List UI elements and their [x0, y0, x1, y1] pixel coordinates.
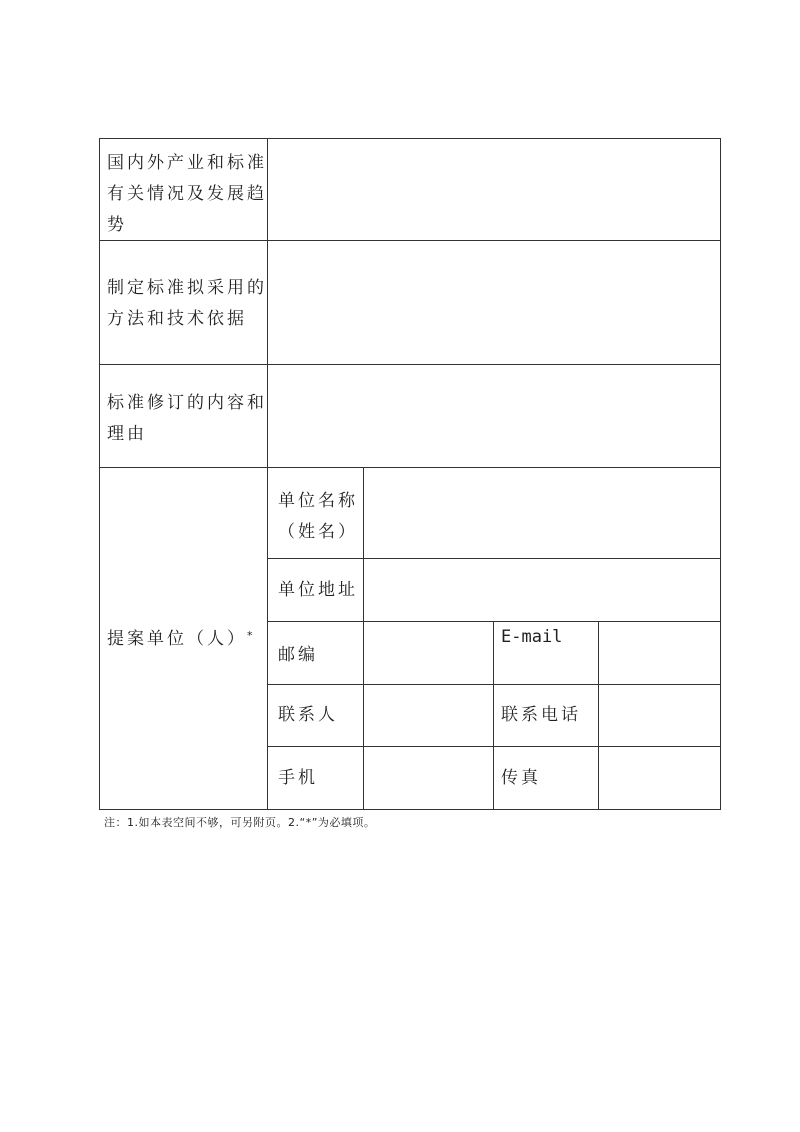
revision-content-label: 标准修订的内容和 理由	[107, 393, 267, 444]
fax-value-cell[interactable]	[599, 747, 720, 809]
email-label: E-mail	[501, 627, 563, 647]
footnote: 注：1.如本表空间不够，可另附页。2.“*”为必填项。	[104, 816, 376, 829]
industry-trends-value-cell[interactable]	[268, 139, 720, 240]
contact-person-label: 联系人	[278, 705, 338, 725]
revision-content-value-cell[interactable]	[268, 365, 720, 467]
contact-person-value-cell[interactable]	[364, 685, 493, 746]
methods-basis-label: 制定标准拟采用的 方法和技术依据	[107, 278, 267, 329]
postcode-label: 邮编	[278, 645, 318, 665]
mobile-value-cell[interactable]	[364, 747, 493, 809]
table-border-right	[720, 138, 721, 810]
proposer-label-text: 提案单位（人）	[107, 629, 247, 649]
mobile-label: 手机	[278, 768, 318, 788]
required-mark: *	[247, 629, 256, 642]
email-value-cell[interactable]	[599, 622, 720, 684]
proposer-label	[107, 624, 256, 655]
methods-basis-value-cell[interactable]	[268, 241, 720, 364]
industry-trends-label: 国内外产业和标准 有关情况及发展趋 势	[107, 153, 267, 235]
unit-name-label: 单位名称 （姓名）	[278, 491, 358, 542]
unit-address-value-cell[interactable]	[364, 559, 720, 621]
contact-phone-label: 联系电话	[501, 705, 581, 725]
table-border-bottom	[99, 809, 721, 810]
postcode-value-cell[interactable]	[364, 622, 493, 684]
table-border-left	[99, 138, 100, 810]
contact-phone-value-cell[interactable]	[599, 685, 720, 746]
unit-address-label: 单位地址	[278, 580, 358, 600]
unit-name-value-cell[interactable]	[364, 468, 720, 558]
fax-label: 传真	[501, 768, 541, 788]
mid-column-divider	[493, 621, 494, 810]
